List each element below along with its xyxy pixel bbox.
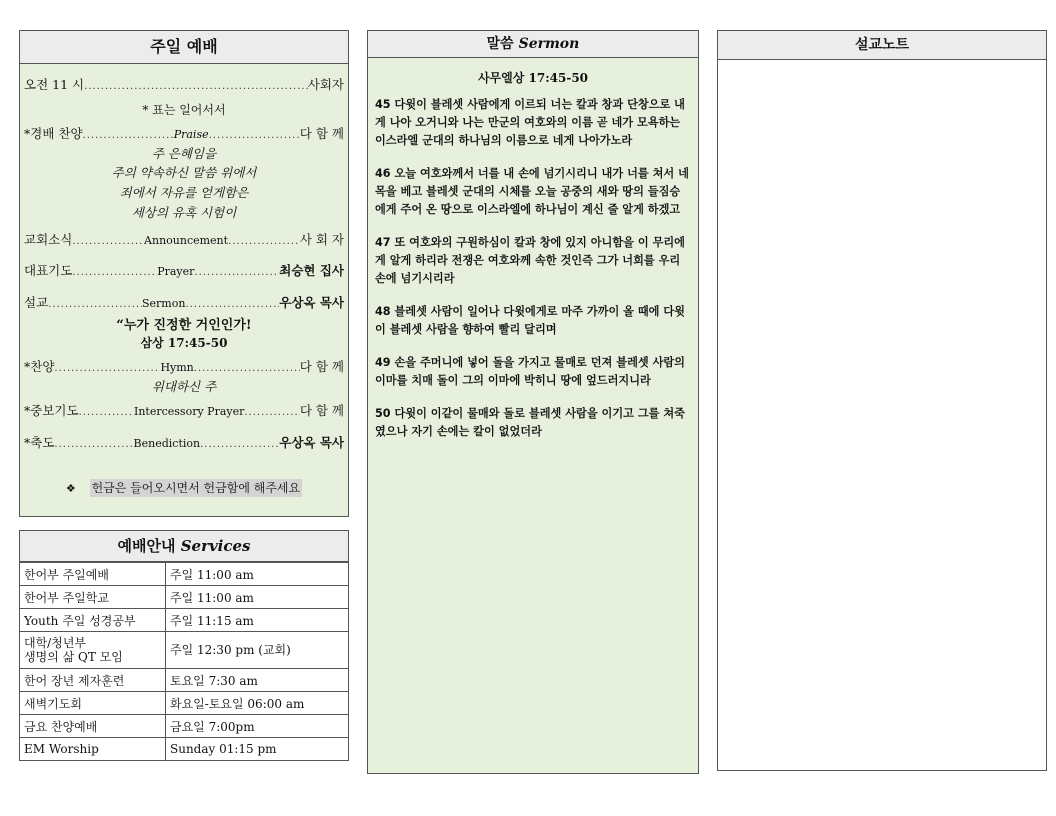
order-english: Praise <box>173 128 209 141</box>
order-label: *찬양 <box>24 359 55 374</box>
order-label: 오전 11 시 <box>24 77 85 92</box>
service-time: 토요일 7:30 am <box>166 669 349 692</box>
dot-leader <box>200 439 279 450</box>
praise-lyric: 주 은혜임을 <box>151 146 217 161</box>
praise-lyric: 세상의 유혹 시험이 <box>131 205 237 220</box>
order-leader: 다 함 께 <box>299 403 344 418</box>
sermon-header-en: Sermon <box>518 36 580 52</box>
offering-note <box>20 479 348 496</box>
diamond-bullet-icon: ❖ <box>65 482 76 495</box>
service-row <box>20 715 348 738</box>
service-time: 주일 11:00 am <box>166 586 349 609</box>
service-name: 한어부 주일학교 <box>20 586 166 609</box>
service-name: Youth 주일 성경공부 <box>20 609 166 632</box>
notes-panel <box>717 30 1047 771</box>
dot-leader <box>72 236 144 247</box>
order-sermon <box>24 293 344 311</box>
order-leader: 다 함 께 <box>299 126 344 141</box>
service-time: 주일 11:00 am <box>166 563 349 586</box>
hymn-title: 위대하신 주 <box>151 379 217 394</box>
worship-column <box>19 30 349 756</box>
order-leader: 우상옥 목사 <box>279 435 344 450</box>
service-time: 주일 11:15 am <box>166 609 349 632</box>
scripture-verses <box>368 96 698 441</box>
verse: 46 오늘 여호와께서 너를 내 손에 넘기시리니 내가 너를 쳐서 네 목을 베고 블레셋 군대의 시체를 오늘 공중의 새와 땅의 들짐승에게 주어 온 땅으로 이스라엘에 하나님이 계신 줄 알게 하겠고 <box>375 167 689 216</box>
order-english: Prayer <box>157 265 195 278</box>
order-praise <box>24 124 344 142</box>
dot-leader <box>228 236 300 247</box>
service-row <box>20 692 348 715</box>
service-row <box>20 586 348 609</box>
dot-leader <box>194 267 279 278</box>
services-panel <box>19 530 349 761</box>
service-name: EM Worship <box>20 738 166 761</box>
service-time: 주일 12:30 pm (교회) <box>166 632 349 669</box>
sermon-title: “누가 진정한 거인인가! <box>116 318 252 333</box>
dot-leader <box>54 439 133 450</box>
dot-leader <box>244 407 299 418</box>
service-row <box>20 563 348 586</box>
service-row <box>20 738 348 761</box>
order-english: Benediction <box>133 437 201 450</box>
service-name: 새벽기도회 <box>20 692 166 715</box>
praise-lyric: 주의 약속하신 말씀 위에서 <box>111 165 257 180</box>
service-time: Sunday 01:15 pm <box>166 738 349 761</box>
service-row <box>20 632 348 669</box>
order-label: 교회소식 <box>24 232 73 247</box>
dot-leader <box>79 407 134 418</box>
services-title-ko: 예배안내 <box>117 537 176 555</box>
offering-text: 헌금은 들어오시면서 헌금함에 해주세요 <box>91 481 301 495</box>
service-name: 한어 장년 제자훈련 <box>20 669 166 692</box>
service-name: 한어부 주일예배 <box>20 563 166 586</box>
worship-order-panel <box>19 30 349 517</box>
order-english: Announcement <box>144 234 229 247</box>
order-leader: 사 회 자 <box>299 232 344 247</box>
verse: 50 다윗이 이같이 물매와 돌로 블레셋 사람을 이기고 그를 쳐죽였으나 자기 손에는 칼이 없었더라 <box>375 407 685 438</box>
service-row <box>20 669 348 692</box>
scripture-reference: 사무엘상 17:45-50 <box>477 71 589 85</box>
order-label: *경배 찬양 <box>24 126 83 141</box>
order-label: 설교 <box>24 295 49 310</box>
order-leader: 사회자 <box>307 77 344 92</box>
verse: 48 블레셋 사람이 일어나 다윗에게로 마주 가까이 올 때에 다윗이 블레셋 사람을 향하여 빨리 달리며 <box>375 305 685 336</box>
order-label: *축도 <box>24 435 55 450</box>
sermon-panel <box>367 30 699 774</box>
order-leader: 다 함 께 <box>299 359 344 374</box>
praise-lyric: 죄에서 자유를 얻게함은 <box>119 185 249 200</box>
services-title <box>20 531 348 562</box>
sermon-header-ko: 말씀 <box>486 36 514 52</box>
order-benediction <box>24 433 344 451</box>
order-intercessory <box>24 401 344 419</box>
sermon-header <box>368 31 698 58</box>
worship-title: 주일 예배 <box>20 31 348 64</box>
order-hymn <box>24 357 344 375</box>
notes-title: 설교노트 <box>718 31 1046 60</box>
order-english: Hymn <box>160 361 194 374</box>
service-name: 금요 찬양예배 <box>20 715 166 738</box>
service-row <box>20 609 348 632</box>
dot-leader <box>72 267 157 278</box>
order-label: *중보기도 <box>24 403 79 418</box>
order-prayer <box>24 261 344 279</box>
order-english: Intercessory Prayer <box>134 405 245 418</box>
services-table <box>20 562 348 760</box>
dot-leader <box>185 299 279 310</box>
dot-leader <box>194 363 300 374</box>
verse: 47 또 여호와의 구원하심이 칼과 창에 있지 아니함을 이 무리에게 알게 하리라 전쟁은 여호와께 속한 것인즉 그가 너희를 우리 손에 넘기시리라 <box>375 236 685 285</box>
verse: 45 다윗이 블레셋 사람에게 이르되 너는 칼과 창과 단창으로 내게 나아 오거니와 나는 만군의 여호와의 이름 곧 네가 모욕하는 이스라엘 군대의 하나님의 이름으로 네게 나아가노라 <box>375 98 685 147</box>
order-opening <box>24 75 344 93</box>
order-leader: 최승현 집사 <box>279 263 344 278</box>
dot-leader <box>209 130 300 141</box>
service-time: 화요일-토요일 06:00 am <box>166 692 349 715</box>
service-name: 대학/청년부 생명의 삶 QT 모임 <box>20 632 166 669</box>
order-english: Sermon <box>141 297 186 310</box>
dot-leader <box>84 81 308 92</box>
stand-note: * 표는 일어서서 <box>142 103 226 117</box>
dot-leader <box>83 130 174 141</box>
services-title-en: Services <box>180 537 251 555</box>
verse: 49 손을 주머니에 넣어 돌을 가지고 물매로 던져 블레셋 사람의 이마를 치매 돌이 그의 이마에 박히니 땅에 엎드러지니라 <box>375 356 685 387</box>
order-leader: 우상옥 목사 <box>279 295 344 310</box>
order-label: 대표기도 <box>24 263 73 278</box>
sermon-reference: 삼상 17:45-50 <box>140 336 228 350</box>
dot-leader <box>48 299 142 310</box>
dot-leader <box>54 363 160 374</box>
order-announcement <box>24 230 344 248</box>
service-time: 금요일 7:00pm <box>166 715 349 738</box>
